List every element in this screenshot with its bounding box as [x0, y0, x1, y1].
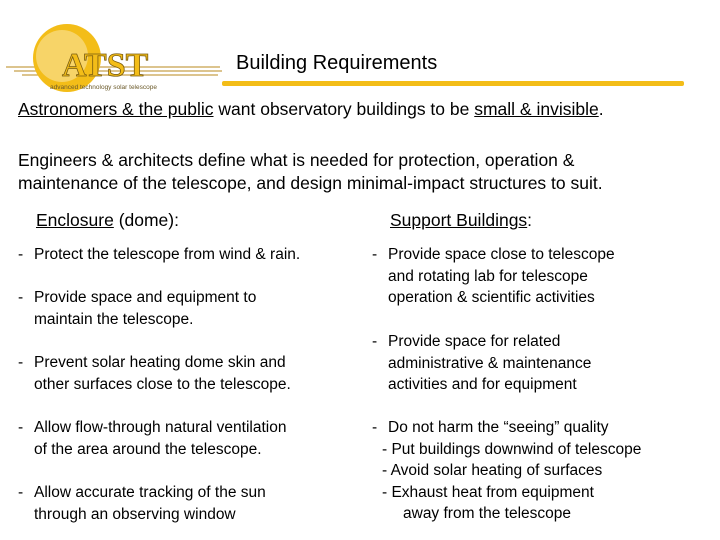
support-buildings-heading	[390, 210, 532, 231]
enclosure-item-3: - Prevent solar heating dome skin and other surfaces close to the telescope.	[18, 352, 291, 395]
intro-p2-line-1: Engineers & architects define what is needed for protection, operation &	[18, 150, 575, 170]
enclosure-item-5-line-1: Allow accurate tracking of the sun	[34, 484, 266, 501]
support-item-1-line-2: and rotating lab for telescope	[388, 267, 588, 285]
support-item-1-line-1: Provide space close to telescope	[388, 246, 615, 263]
support-item-1-line-3: operation & scientific activities	[388, 289, 595, 306]
support-item-3-sub-2: - Avoid solar heating of surfaces	[382, 462, 603, 479]
support-heading-underlined: Support Buildings	[390, 210, 528, 230]
enclosure-heading-rest: (dome):	[113, 210, 179, 230]
support-item-3: - Do not harm the “seeing” quality - Put buildings downwind of telescope - Avoid solar heating of surfaces - Exhaust heat from equipment away from the telescope	[372, 417, 641, 525]
enclosure-item-2-line-1: Provide space and equipment to	[34, 289, 257, 306]
support-item-3-sub-3: - Exhaust heat from equipment	[382, 483, 594, 501]
enclosure-item-4: - Allow flow-through natural ventilation of the area around the telescope.	[18, 417, 286, 460]
atst-logo	[4, 14, 226, 96]
enclosure-item-3-line-2: other surfaces close to the telescope.	[34, 375, 291, 393]
logo-wordmark: ATST	[62, 47, 149, 84]
intro-middle: want observatory buildings to be	[213, 99, 475, 119]
enclosure-item-1: - Protect the telescope from wind & rain.	[18, 246, 301, 263]
support-item-3-line-1: Do not harm the “seeing” quality	[388, 419, 609, 436]
enclosure-item-2-line-2: maintain the telescope.	[34, 310, 194, 328]
title-rule	[222, 81, 684, 86]
enclosure-item-3-line-1: Prevent solar heating dome skin and	[34, 354, 286, 371]
enclosure-item-4-line-2: of the area around the telescope.	[34, 440, 262, 458]
support-item-2-line-2: administrative & maintenance	[388, 354, 592, 372]
enclosure-heading-underlined: Enclosure	[36, 210, 114, 230]
enclosure-item-4-line-1: Allow flow-through natural ventilation	[34, 419, 287, 436]
support-item-2-line-3: activities and for equipment	[388, 376, 577, 393]
intro-paragraph-2	[18, 149, 603, 195]
intro-line-1	[18, 98, 604, 121]
slide-title: Building Requirements	[236, 52, 438, 74]
enclosure-item-1-line-1: Protect the telescope from wind & rain.	[34, 246, 301, 263]
support-heading-rest: :	[527, 210, 533, 230]
support-item-3-sub-3-cont: away from the telescope	[403, 505, 572, 522]
support-item-1: - Provide space close to telescope and rotating lab for telescope operation & scientific activities	[372, 244, 615, 309]
intro-period: .	[598, 99, 604, 119]
enclosure-heading	[36, 210, 179, 231]
enclosure-item-2: - Provide space and equipment to maintain the telescope.	[18, 287, 256, 330]
intro-small-invisible: small & invisible	[474, 99, 599, 119]
support-item-3-sub-1: - Put buildings downwind of telescope	[382, 440, 642, 458]
intro-p2-line-2: maintenance of the telescope, and design minimal-impact structures to suit.	[18, 173, 603, 193]
logo-tagline: advanced technology solar telescope	[50, 84, 157, 91]
intro-astronomers: Astronomers & the public	[18, 99, 214, 119]
enclosure-item-5-line-2: through an observing window	[34, 505, 236, 523]
enclosure-item-5: - Allow accurate tracking of the sun through an observing window	[18, 482, 266, 525]
support-item-2: - Provide space for related administrative & maintenance activities and for equipment	[372, 331, 591, 396]
support-item-2-line-1: Provide space for related	[388, 333, 561, 350]
